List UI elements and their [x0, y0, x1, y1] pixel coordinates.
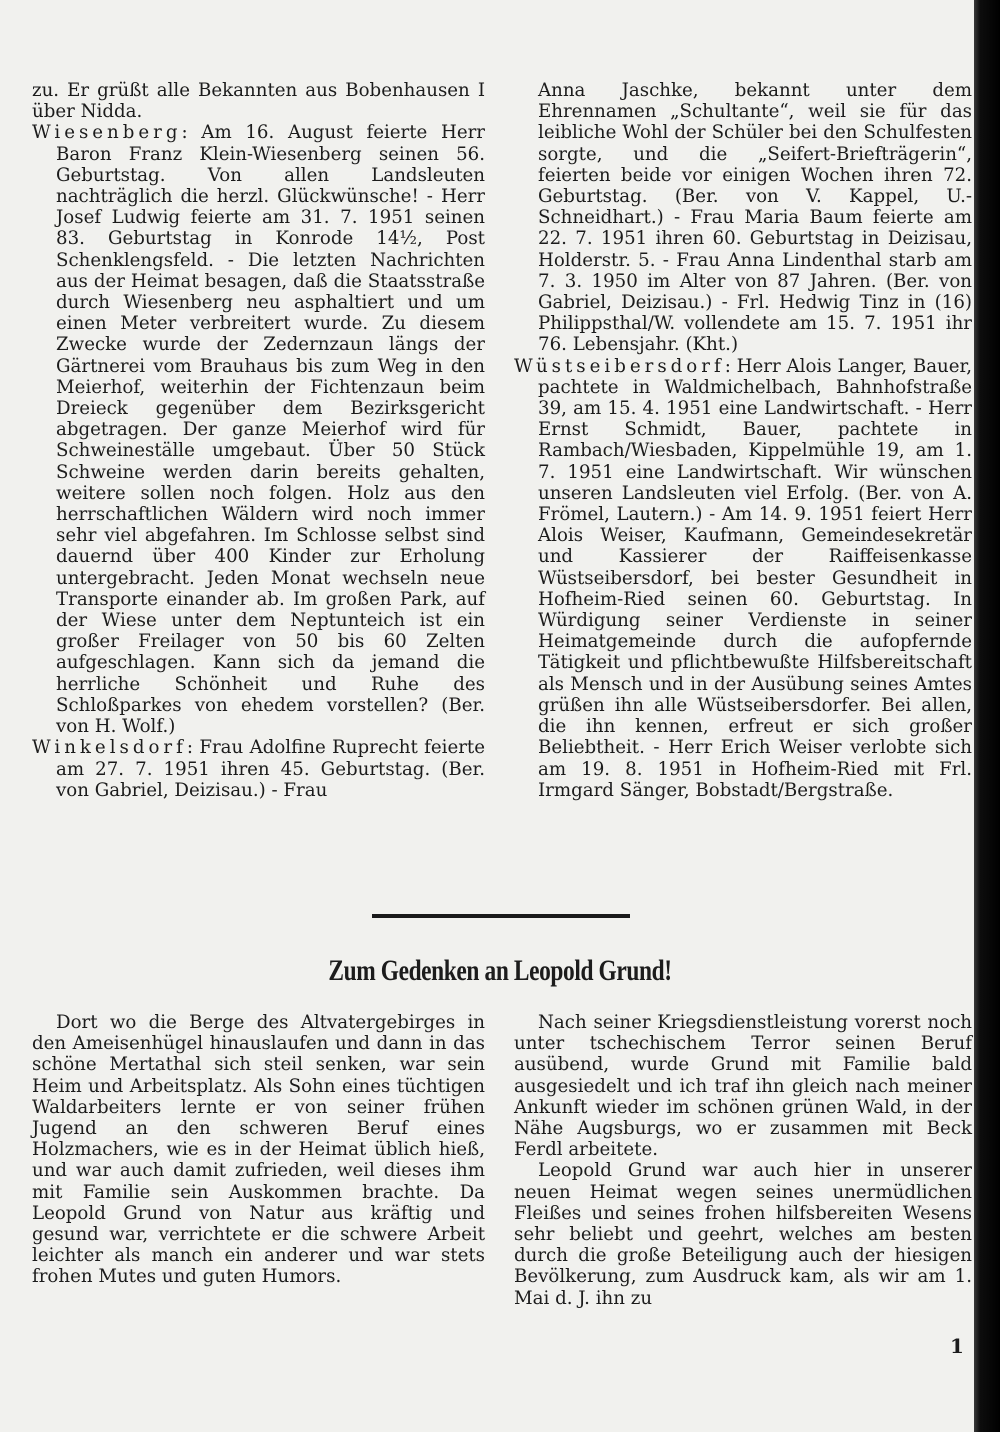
entry-wiesenberg	[32, 122, 485, 737]
place-name-winkelsdorf: Winkelsdorf	[32, 737, 187, 759]
entry-winkelsdorf-continued: Anna Jaschke, bekannt unter dem Ehrennamen „Schultante“, weil sie für das leibliche Wohl der Schüler bei den Schulfesten sorgte, und die „Seifert-Briefträgerin“, feierten beide vor einigen Wochen ihren 72. Geburtstag. (Ber. von V. Kappel, U.-Schneidhart.) - Frau Maria Baum feierte am 22. 7. 1951 ihren 60. Geburtstag in Deizisau, Holderstr. 5. - Frau Anna Lindenthal starb am 7. 3. 1950 im Alter von 87 Jahren. (Ber. von Gabriel, Deizisau.) - Frl. Hedwig Tinz in (16) Philippsthal/W. vollendete am 15. 7. 1951 ihr 76. Lebensjahr. (Kht.)	[538, 80, 972, 356]
article-column-2	[514, 1012, 972, 1309]
article-paragraph-3: Leopold Grund war auch hier in unserer neuen Heimat wegen seines unermüdlichen Fleißes und seines frohen hilfsbereiten Wesens sehr beliebt und geehrt, welches am besten durch die große Beteiligung auch der hiesigen Bevölkerung, zum Ausdruck kam, als wir am 1. Mai d. J. ihn zu	[514, 1160, 972, 1309]
article-title: Zum Gedenken an Leopold Grund!	[328, 954, 672, 987]
entry-winkelsdorf-text: : Frau Adolfine Ruprecht feierte am 27. 7. 1951 ihren 45. Geburtstag. (Ber. von Gabriel, Deizisau.) - Frau	[56, 737, 485, 801]
paragraph-bobenhausen: zu. Er grüßt alle Bekannten aus Bobenhausen I über Nidda.	[32, 80, 485, 123]
column-2	[514, 80, 972, 801]
article-column-1	[32, 1012, 485, 1288]
article-paragraph-1: Dort wo die Berge des Altvatergebirges in den Ameisenhügel hinauslaufen und dann in das schöne Mertathal sich steil senken, war sein Heim und Arbeitsplatz. Als Sohn eines tüchtigen Waldarbeiters lernte er von seiner frühen Jugend an den schweren Beruf eines Holzmachers, wie es in der Heimat üblich hieß, und war auch damit zufrieden, weil dieses ihm mit Familie sein Auskommen brachte. Da Leopold Grund von Natur aus kräftig und gesund war, verrichtete er die schwere Arbeit leichter als manch ein anderer und war stets frohen Mutes und guten Humors.	[32, 1012, 485, 1288]
place-name-wuestseibersdorf: Wüstseibersdorf	[514, 355, 725, 377]
column-1	[32, 80, 485, 801]
book-binding-edge	[974, 0, 1000, 1432]
article-paragraph-2: Nach seiner Kriegsdienstleistung vorerst noch unter tschechischem Terror seinen Beruf ausübend, wurde Grund mit Familie bald ausgesiedelt und ich traf ihn gleich nach meiner Ankunft wieder im schönen grünen Wald, in der Nähe Augsburgs, wo er zusammen mit Beck Ferdl arbeitete.	[514, 1012, 972, 1161]
place-name-wiesenberg: Wiesenberg	[32, 122, 182, 144]
entry-winkelsdorf	[32, 737, 485, 801]
entry-wiesenberg-text: : Am 16. August feierte Herr Baron Franz Klein-Wiesenberg seinen 56. Geburtstag. Von allen Landsleuten nachträglich die herzl. Glückwünsche! - Herr Josef Ludwig feierte am 31. 7. 1951 seinen 83. Geburtstag in Konrode 14½, Post Schenklengsfeld. - Die letzten Nachrichten aus der Heimat besagen, daß die Staatsstraße durch Wiesenberg neu asphaltiert und um einen Meter verbreitert wurde. Zu diesem Zwecke wurde der Zedernzaun längs der Gärtnerei vom Brauhaus bis zum Weg in den Meierhof, weiterhin der Fichtenzaun beim Dreieck gegenüber dem Bezirksgericht abgetragen. Der ganze Meierhof wird für Schweineställe umgebaut. Über 50 Stück Schweine werden darin bereits gehalten, weitere sollen noch folgen. Holz aus den herrschaftlichen Wäldern wird noch immer sehr viel abgefahren. Im Schlosse selbst sind dauernd über 400 Kinder zur Erholung untergebracht. Jeden Monat wechseln neue Transporte einander ab. Im großen Park, auf der Wiese unter dem Neptunteich ist ein großer Freilager von 50 bis 60 Zelten aufgeschlagen. Kann sich da jemand die herrliche Schönheit und Ruhe des Schloßparkes von ehedem vorstellen? (Ber. von H. Wolf.)	[56, 122, 485, 738]
entry-wuestseibersdorf-text: : Herr Alois Langer, Bauer, pachtete in Waldmichelbach, Bahnhofstraße 39, am 15. 4. 1951 eine Landwirtschaft. - Herr Ernst Schmidt, Bauer, pachtete in Rambach/Wiesbaden, Kippelmühle 19, am 1. 7. 1951 eine Landwirtschaft. Wir wünschen unseren Landsleuten viel Erfolg. (Ber. von A. Frömel, Lautern.) - Am 14. 9. 1951 feiert Herr Alois Weiser, Kaufmann, Gemeindesekretär und Kassierer der Raiffeisenkasse Wüstseibersdorf, bei bester Gesundheit in Hofheim-Ried seinen 60. Geburtstag. In Würdigung seiner Verdienste in seiner Heimatgemeinde durch die aufopfernde Tätigkeit und pflichtbewußte Hilfsbereitschaft als Mensch und in der Ausübung seines Amtes grüßen ihn alle Wüstseibersdorfer. Bei allen, die ihn kennen, erfreut er sich großer Beliebtheit. - Herr Erich Weiser verlobte sich am 19. 8. 1951 in Hofheim-Ried mit Frl. Irmgard Sänger, Bobstadt/Bergstraße.	[538, 355, 972, 801]
entry-wuestseibersdorf	[514, 356, 972, 801]
page-number: 1	[950, 1334, 964, 1358]
section-divider	[372, 914, 630, 918]
